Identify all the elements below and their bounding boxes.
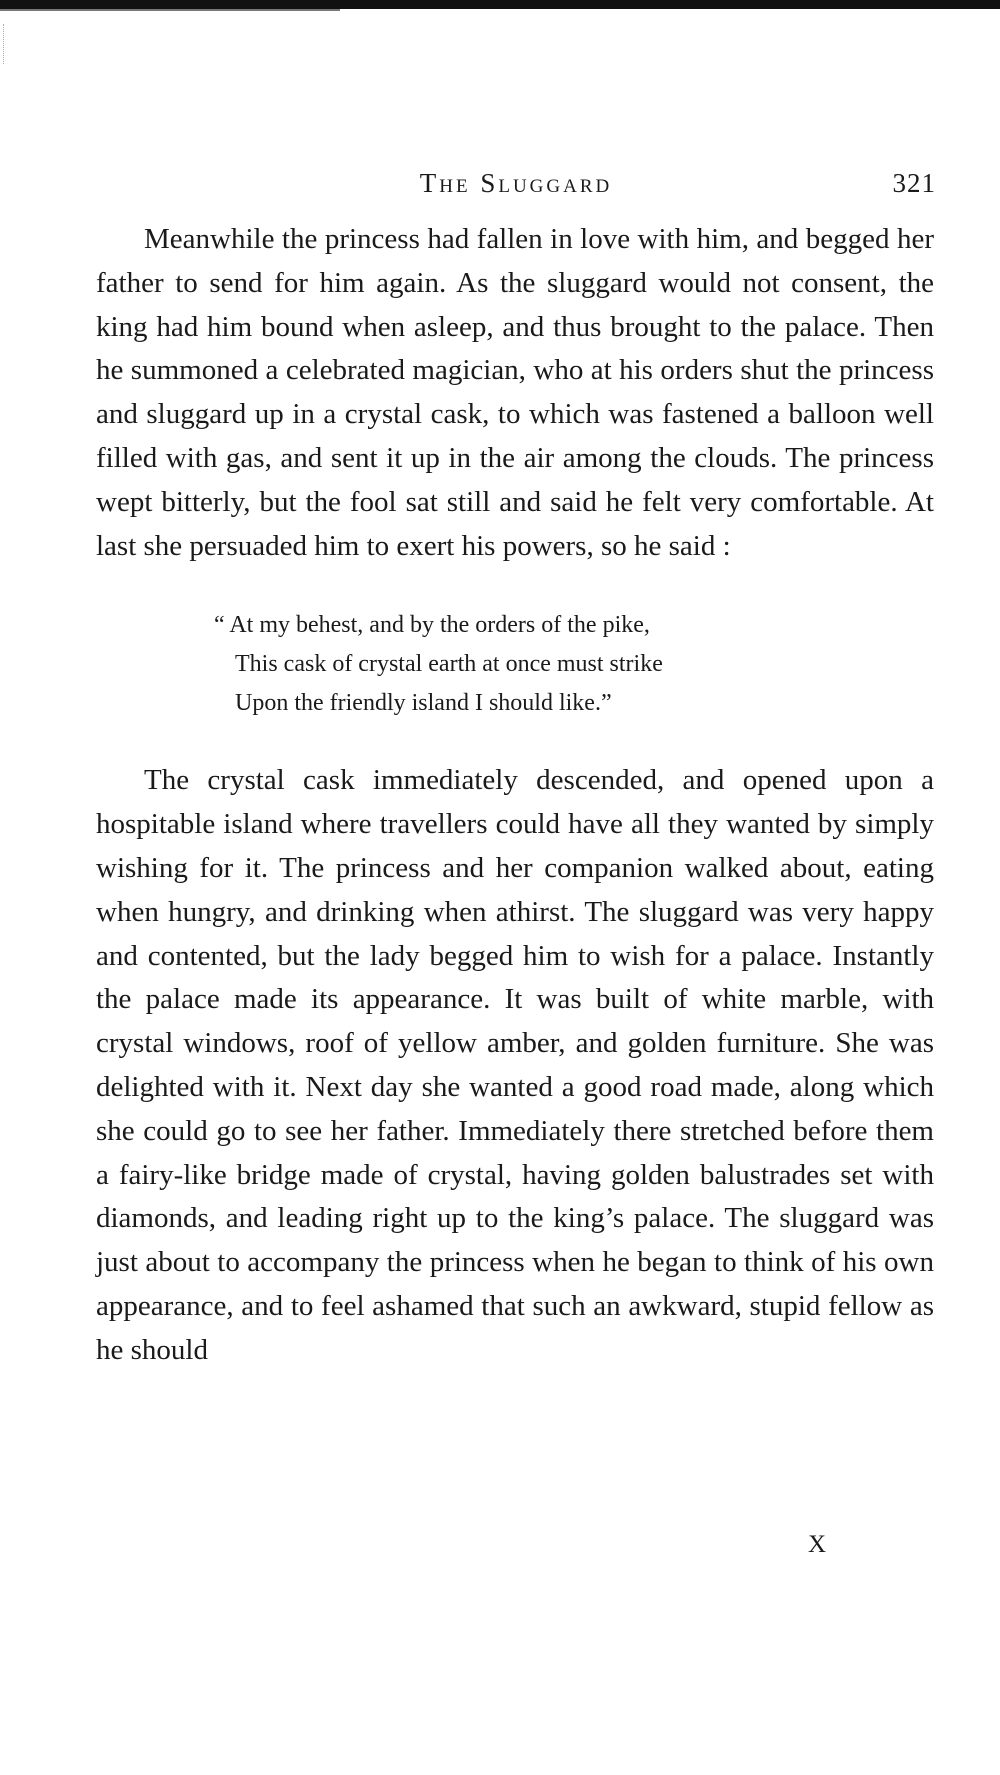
page-number: 321: [892, 168, 936, 198]
signature-mark: X: [808, 1531, 827, 1558]
verse-block: [214, 606, 934, 723]
paragraph-2: The crystal cask immediately descended, and opened upon a hospitable island where travellers could have all they wanted by simply wishing for it. The princess and her companion walked about, eating when hungry, and drinking when athirst. The sluggard was very happy and contented, but the lady begged him to wish for a palace. Instantly the palace made its appearance. It was built of white marble, with crystal windows, roof of yellow amber, and golden furniture. She was delighted with it. Next day she wanted a good road made, along which she could go to see her father. Immediately there stretched before them a fairy-like bridge made of crystal, having golden balustrades set with diamonds, and leading right up to the king’s palace. The sluggard was just about to accompany the princess when he began to think of his own appearance, and to feel ashamed that such an awkward, stupid fellow as he should: [96, 764, 934, 1366]
running-title: The Sluggard: [419, 168, 613, 198]
paragraph-1: Meanwhile the princess had fallen in love with him, and begged her father to send for him again. As the sluggard would not consent, the king had him bound when asleep, and thus brought to the palace. Then he summoned a celebrated magician, who at his orders shut the princess and sluggard up in a crystal cask, to which was fastened a balloon well filled with gas, and sent it up in the air among the clouds. The princess wept bitterly, but the fool sat still and said he felt very comfortable. At last she persuaded him to exert his powers, so he said :: [96, 223, 934, 562]
page-top-edge-rule: [0, 0, 1000, 9]
page-body: [96, 218, 934, 1373]
page-top-edge-shadow: [0, 9, 340, 11]
verse-line-3: Upon the friendly island I should like.”: [235, 690, 612, 717]
page-edge-specks: [3, 24, 8, 64]
verse-line-1: “ At my behest, and by the orders of the pike,: [214, 612, 650, 639]
running-head: [96, 163, 936, 203]
verse-line-2: This cask of crystal earth at once must strike: [235, 651, 663, 678]
